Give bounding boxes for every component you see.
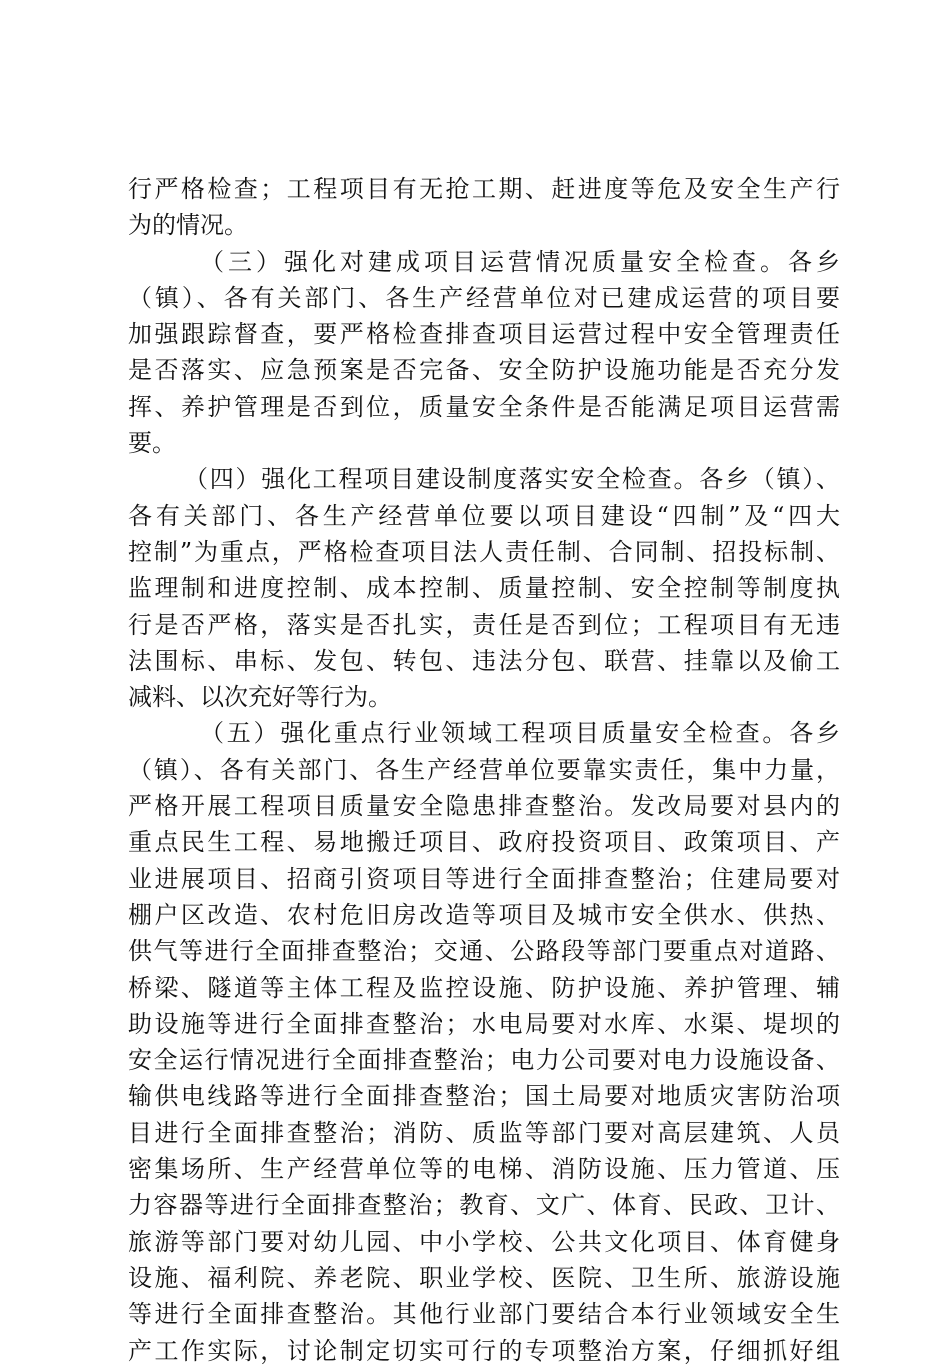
text-line: 法围标、串标、发包、转包、违法分包、联营、挂靠以及偷工	[128, 646, 840, 675]
text-line: 桥梁、隧道等主体工程及监控设施、防护设施、养护管理、辅	[128, 973, 840, 1002]
text-line: 输供电线路等进行全面排查整治；国土局要对地质灾害防治项	[128, 1082, 840, 1111]
text-line: 目进行全面排查整治；消防、质监等部门要对高层建筑、人员	[128, 1118, 840, 1147]
section-heading-line: （三）强化对建成项目运营情况质量安全检查。各乡	[200, 247, 840, 276]
text-line: 供气等进行全面排查整治；交通、公路段等部门要重点对道路、	[128, 937, 840, 966]
text-line: 产工作实际，讨论制定切实可行的专项整治方案，仔细抓好组	[128, 1336, 840, 1365]
text-line: 设施、福利院、养老院、职业学校、医院、卫生所、旅游设施	[128, 1263, 840, 1292]
text-line: 严格开展工程项目质量安全隐患排查整治。发改局要对县内的	[128, 792, 840, 821]
text-line: 挥、养护管理是否到位，质量安全条件是否能满足项目运营需	[128, 392, 840, 421]
text-line: 棚户区改造、农村危旧房改造等项目及城市安全供水、供热、	[128, 900, 840, 929]
text-line: （镇）、各有关部门、各生产经营单位对已建成运营的项目要	[128, 283, 840, 312]
text-line: 等进行全面排查整治。其他行业部门要结合本行业领域安全生	[128, 1300, 840, 1329]
section-heading-line: （四）强化工程项目建设制度落实安全检查。各乡（镇）、	[184, 465, 840, 494]
document-body	[128, 171, 840, 1369]
text-line: 业进展项目、招商引资项目等进行全面排查整治；住建局要对	[128, 864, 840, 893]
text-line: 行是否严格，落实是否扎实，责任是否到位；工程项目有无违	[128, 610, 840, 639]
text-line: 安全运行情况进行全面排查整治；电力公司要对电力设施设备、	[128, 1046, 840, 1075]
text-line: 是否落实、应急预案是否完备、安全防护设施功能是否充分发	[128, 356, 840, 385]
text-line: 旅游等部门要对幼儿园、中小学校、公共文化项目、体育健身	[128, 1227, 840, 1256]
text-line: 助设施等进行全面排查整治；水电局要对水库、水渠、堤坝的	[128, 1009, 840, 1038]
section-heading-line: （五）强化重点行业领域工程项目质量安全检查。各乡	[200, 719, 840, 748]
text-line: 减料、以次充好等行为。	[128, 683, 392, 712]
text-line: 各有关部门、各生产经营单位要以项目建设“四制”及“四大	[128, 501, 840, 530]
text-line: 行严格检查；工程项目有无抢工期、赶进度等危及安全生产行	[128, 175, 840, 203]
text-line: 加强跟踪督查，要严格检查排查项目运营过程中安全管理责任	[128, 320, 840, 349]
text-line: 监理制和进度控制、成本控制、质量控制、安全控制等制度执	[128, 574, 840, 603]
text-line: 要。	[128, 429, 176, 458]
text-line: （镇）、各有关部门、各生产经营单位要靠实责任，集中力量，	[128, 755, 840, 784]
text-line: 密集场所、生产经营单位等的电梯、消防设施、压力管道、压	[128, 1155, 840, 1184]
text-line: 控制”为重点，严格检查项目法人责任制、合同制、招投标制、	[128, 537, 840, 566]
text-line: 力容器等进行全面排查整治；教育、文广、体育、民政、卫计、	[128, 1191, 840, 1220]
text-line: 为的情况。	[128, 211, 248, 240]
text-line: 重点民生工程、易地搬迁项目、政府投资项目、政策项目、产	[128, 828, 840, 857]
